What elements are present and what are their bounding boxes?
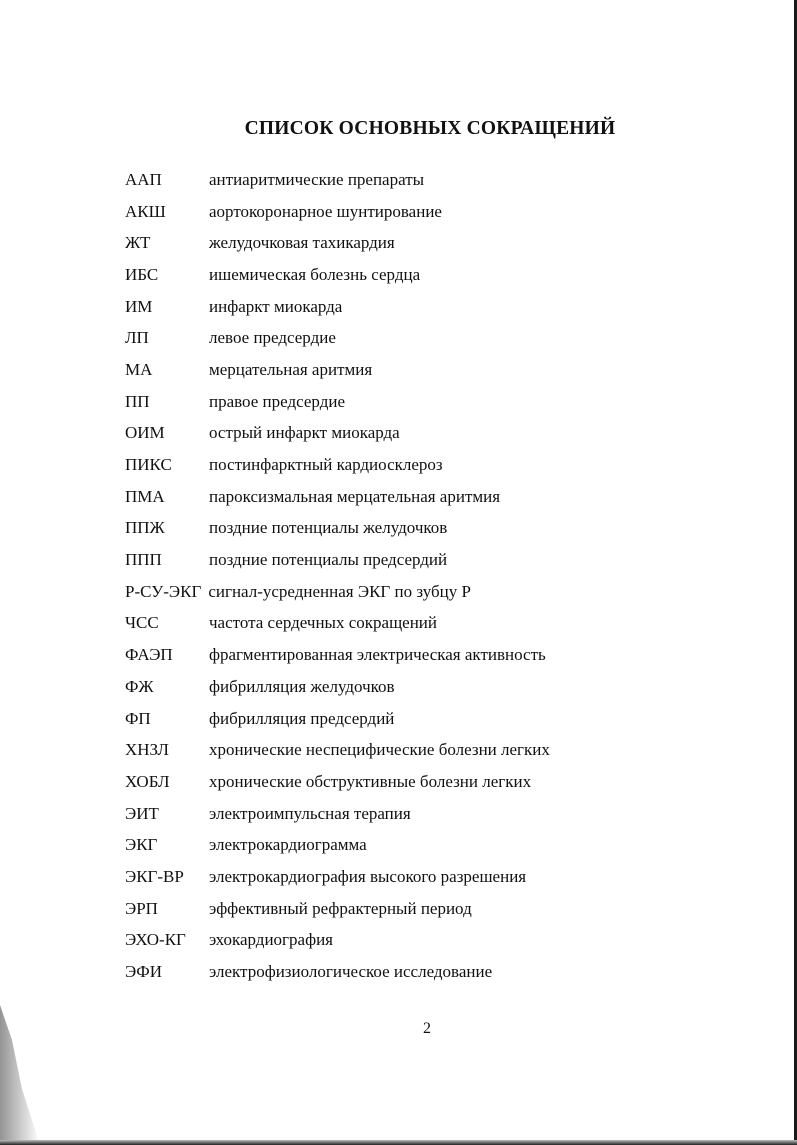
abbreviation-row xyxy=(125,671,725,703)
page-number: 2 xyxy=(423,1020,431,1037)
abbreviation-code: ЭРП xyxy=(125,898,158,918)
abbreviation-row xyxy=(125,481,725,513)
abbreviation-code: ЭХО-КГ xyxy=(125,930,186,950)
abbreviation-code: ААП xyxy=(125,169,162,189)
abbreviation-definition: фибрилляция предсердий xyxy=(209,708,395,728)
abbreviation-code: ИБС xyxy=(125,264,159,284)
abbreviation-code: ЭКГ-ВР xyxy=(125,866,184,886)
abbreviation-row xyxy=(125,164,725,196)
abbreviation-code: АКШ xyxy=(125,201,166,221)
abbreviation-definition: электроимпульсная терапия xyxy=(209,803,411,823)
abbreviation-code: ППЖ xyxy=(125,518,165,538)
abbreviation-definition: электрокардиограмма xyxy=(209,835,367,855)
abbreviation-definition: ишемическая болезнь сердца xyxy=(209,264,421,284)
abbreviation-row xyxy=(125,956,725,988)
abbreviation-definition: поздние потенциалы предсердий xyxy=(209,550,448,570)
abbreviation-row xyxy=(125,639,725,671)
abbreviation-definition: электрофизиологическое исследование xyxy=(209,962,493,982)
scan-edge-bottom xyxy=(0,1140,797,1145)
abbreviation-definition: аортокоронарное шунтирование xyxy=(209,201,442,221)
abbreviation-code: МА xyxy=(125,359,153,379)
abbreviation-definition: фрагментированная электрическая активность xyxy=(209,645,546,665)
abbreviation-definition: левое предсердие xyxy=(209,328,336,348)
abbreviation-definition: пароксизмальная мерцательная аритмия xyxy=(209,486,501,506)
abbreviation-code: ХОБЛ xyxy=(125,771,170,791)
abbreviation-code: ХНЗЛ xyxy=(125,740,169,760)
abbreviation-code: ЭКГ xyxy=(125,835,158,855)
abbreviation-code: ЭИТ xyxy=(125,803,159,823)
abbreviation-code: ИМ xyxy=(125,296,153,316)
abbreviation-row xyxy=(125,291,725,323)
abbreviation-row xyxy=(125,893,725,925)
abbreviation-code: ЭФИ xyxy=(125,962,163,982)
scan-corner-shadow xyxy=(0,1005,40,1145)
abbreviation-row xyxy=(125,322,725,354)
abbreviation-definition: острый инфаркт миокарда xyxy=(209,423,400,443)
abbreviation-code: ПП xyxy=(125,391,150,411)
abbreviation-definition: фибрилляция желудочков xyxy=(209,676,395,696)
abbreviation-definition: сигнал-усредненная ЭКГ по зубцу Р xyxy=(208,581,471,601)
abbreviation-row xyxy=(125,798,725,830)
abbreviation-definition: антиаритмические препараты xyxy=(209,169,425,189)
abbreviation-list xyxy=(125,164,725,988)
abbreviation-row xyxy=(125,544,725,576)
abbreviation-row xyxy=(125,829,725,861)
abbreviation-code: ППП xyxy=(125,550,162,570)
abbreviation-code: ФАЭП xyxy=(125,645,173,665)
abbreviation-row xyxy=(125,576,725,608)
abbreviation-definition: электрокардиография высокого разрешения xyxy=(209,866,527,886)
abbreviation-definition: поздние потенциалы желудочков xyxy=(209,518,448,538)
abbreviation-row xyxy=(125,766,725,798)
abbreviation-row xyxy=(125,449,725,481)
abbreviation-code: ПМА xyxy=(125,486,165,506)
abbreviation-definition: эхокардиография xyxy=(209,930,334,950)
abbreviation-code: ЖТ xyxy=(125,233,151,253)
abbreviation-row xyxy=(125,259,725,291)
abbreviation-definition: инфаркт миокарда xyxy=(209,296,343,316)
abbreviation-definition: мерцательная аритмия xyxy=(209,359,373,379)
abbreviation-row xyxy=(125,608,725,640)
abbreviation-row xyxy=(125,925,725,957)
abbreviation-definition: хронические обструктивные болезни легких xyxy=(209,771,532,791)
abbreviation-code: Р-СУ-ЭКГ xyxy=(125,581,202,601)
abbreviation-code: ФП xyxy=(125,708,151,728)
abbreviation-row xyxy=(125,386,725,418)
abbreviation-row xyxy=(125,513,725,545)
abbreviation-definition: эффективный рефрактерный период xyxy=(209,898,472,918)
abbreviation-code: ПИКС xyxy=(125,455,172,475)
abbreviation-definition: постинфарктный кардиосклероз xyxy=(209,455,443,475)
abbreviation-code: ФЖ xyxy=(125,676,154,696)
abbreviation-row xyxy=(125,418,725,450)
abbreviation-definition: желудочковая тахикардия xyxy=(209,233,395,253)
page-title: СПИСОК ОСНОВНЫХ СОКРАЩЕНИЙ xyxy=(244,118,616,139)
abbreviation-row xyxy=(125,354,725,386)
abbreviation-row xyxy=(125,861,725,893)
abbreviation-code: ЧСС xyxy=(125,613,159,633)
abbreviation-row xyxy=(125,703,725,735)
abbreviation-definition: правое предсердие xyxy=(209,391,345,411)
abbreviation-code: ЛП xyxy=(125,328,149,348)
abbreviation-row xyxy=(125,227,725,259)
abbreviation-code: ОИМ xyxy=(125,423,165,443)
abbreviation-definition: частота сердечных сокращений xyxy=(209,613,437,633)
abbreviation-row xyxy=(125,734,725,766)
abbreviation-definition: хронические неспецифические болезни легких xyxy=(209,740,550,760)
abbreviation-row xyxy=(125,196,725,228)
